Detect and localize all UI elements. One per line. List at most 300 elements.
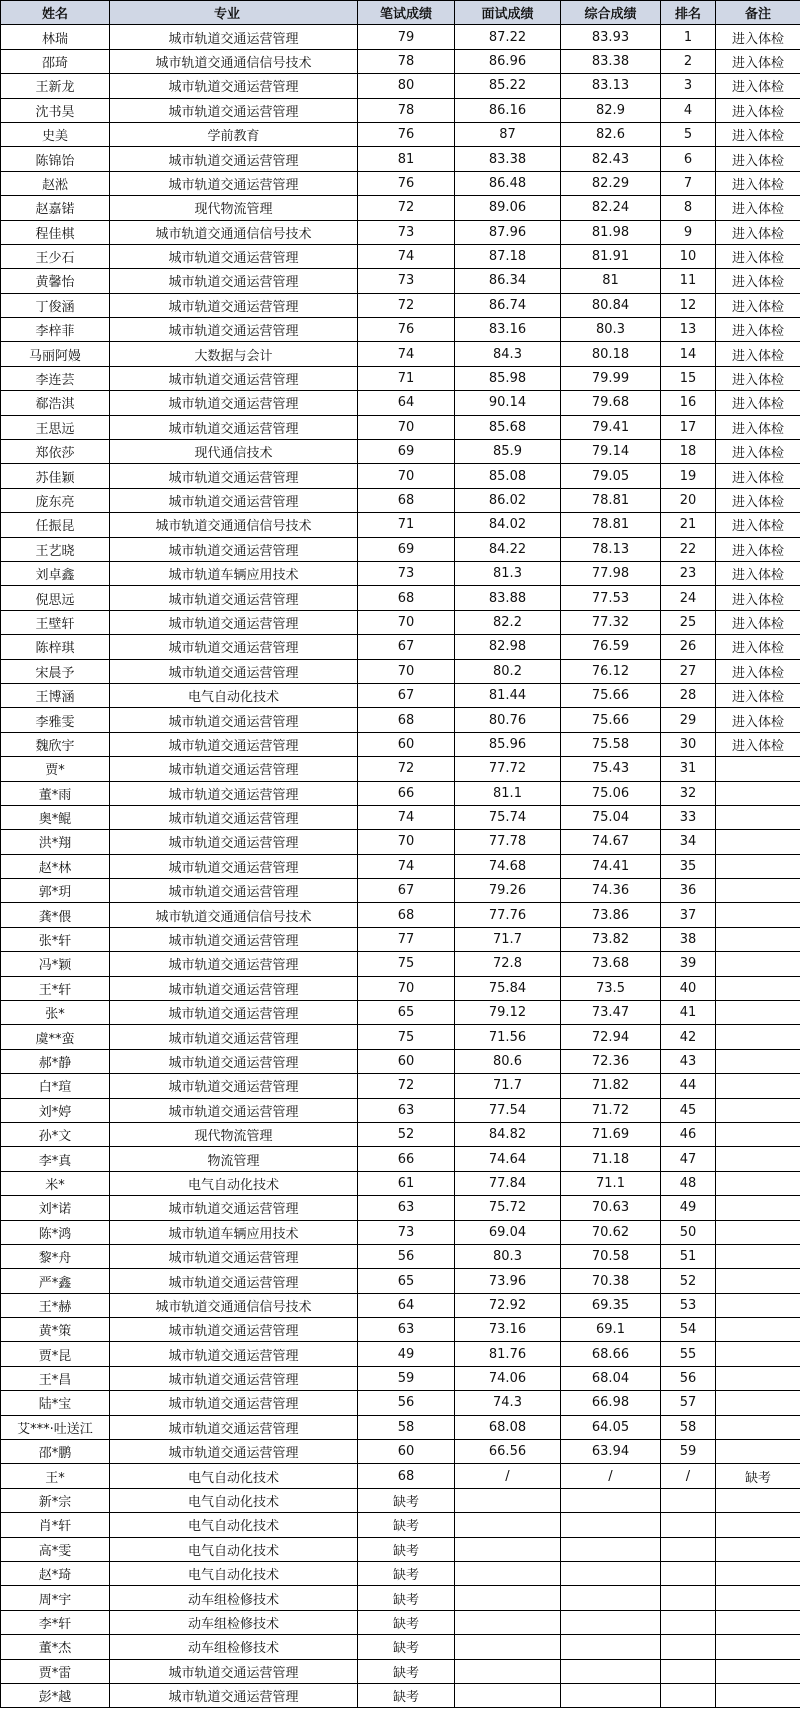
cell-rank xyxy=(661,1562,716,1586)
cell-interview-score xyxy=(455,1562,561,1586)
cell-name: 陈*鸿 xyxy=(1,1220,110,1244)
cell-name: 贾* xyxy=(1,757,110,781)
table-row xyxy=(1,1220,800,1244)
cell-written-score: 67 xyxy=(358,879,455,903)
cell-major: 城市轨道交通运营管理 xyxy=(110,1391,358,1415)
cell-name: 王*昌 xyxy=(1,1366,110,1390)
cell-written-score: 60 xyxy=(358,1049,455,1073)
cell-total-score xyxy=(561,1586,661,1610)
cell-interview-score: 77.78 xyxy=(455,830,561,854)
cell-major: 物流管理 xyxy=(110,1147,358,1171)
cell-name: 虞**蛮 xyxy=(1,1025,110,1049)
cell-name: 新*宗 xyxy=(1,1488,110,1512)
cell-remark: 进入体检 xyxy=(716,683,800,707)
cell-remark xyxy=(716,1220,800,1244)
cell-remark: 进入体检 xyxy=(716,122,800,146)
cell-major: 城市轨道交通运营管理 xyxy=(110,293,358,317)
cell-remark xyxy=(716,1318,800,1342)
cell-written-score: 缺考 xyxy=(358,1586,455,1610)
cell-written-score: 66 xyxy=(358,1147,455,1171)
cell-rank: 41 xyxy=(661,1001,716,1025)
cell-rank: 29 xyxy=(661,708,716,732)
cell-total-score: 74.36 xyxy=(561,879,661,903)
cell-major: 城市轨道交通通信信号技术 xyxy=(110,220,358,244)
cell-name: 黄*策 xyxy=(1,1318,110,1342)
cell-major: 城市轨道交通运营管理 xyxy=(110,171,358,195)
cell-rank: 10 xyxy=(661,244,716,268)
cell-remark: 进入体检 xyxy=(716,513,800,537)
cell-remark: 进入体检 xyxy=(716,25,800,49)
cell-written-score: 缺考 xyxy=(358,1488,455,1512)
cell-total-score: 81.91 xyxy=(561,244,661,268)
cell-remark xyxy=(716,1342,800,1366)
cell-remark xyxy=(716,1537,800,1561)
cell-name: 奥*鲲 xyxy=(1,805,110,829)
header-written-score: 笔试成绩 xyxy=(358,1,455,25)
table-row xyxy=(1,1415,800,1439)
cell-name: 黄馨怡 xyxy=(1,269,110,293)
cell-total-score: 73.47 xyxy=(561,1001,661,1025)
cell-rank: 33 xyxy=(661,805,716,829)
cell-name: 周*宇 xyxy=(1,1586,110,1610)
cell-remark xyxy=(716,1366,800,1390)
cell-total-score: 75.66 xyxy=(561,708,661,732)
cell-interview-score: 85.9 xyxy=(455,440,561,464)
table-row xyxy=(1,1440,800,1464)
cell-total-score: 70.58 xyxy=(561,1244,661,1268)
table-row xyxy=(1,1269,800,1293)
cell-rank: 9 xyxy=(661,220,716,244)
cell-remark xyxy=(716,1098,800,1122)
cell-interview-score: 80.2 xyxy=(455,659,561,683)
cell-total-score: 76.12 xyxy=(561,659,661,683)
cell-rank xyxy=(661,1635,716,1659)
cell-major: 电气自动化技术 xyxy=(110,1537,358,1561)
cell-written-score: 73 xyxy=(358,220,455,244)
cell-name: 米* xyxy=(1,1171,110,1195)
cell-remark xyxy=(716,1415,800,1439)
cell-interview-score: 81.76 xyxy=(455,1342,561,1366)
table-row xyxy=(1,537,800,561)
cell-major: 城市轨道交通运营管理 xyxy=(110,1001,358,1025)
cell-interview-score: 80.3 xyxy=(455,1244,561,1268)
cell-rank: 54 xyxy=(661,1318,716,1342)
cell-major: 城市轨道交通运营管理 xyxy=(110,1683,358,1707)
cell-name: 董*杰 xyxy=(1,1635,110,1659)
cell-major: 城市轨道交通运营管理 xyxy=(110,366,358,390)
cell-interview-score: 77.72 xyxy=(455,757,561,781)
cell-remark: 进入体检 xyxy=(716,659,800,683)
cell-remark: 进入体检 xyxy=(716,366,800,390)
cell-interview-score: 83.16 xyxy=(455,318,561,342)
cell-total-score: 73.5 xyxy=(561,976,661,1000)
cell-name: 赵嘉锘 xyxy=(1,196,110,220)
cell-total-score: 70.63 xyxy=(561,1196,661,1220)
cell-total-score: 75.66 xyxy=(561,683,661,707)
table-row xyxy=(1,122,800,146)
table-row xyxy=(1,854,800,878)
table-row xyxy=(1,1537,800,1561)
cell-name: 彭*越 xyxy=(1,1683,110,1707)
table-row xyxy=(1,1293,800,1317)
cell-major: 城市轨道交通运营管理 xyxy=(110,854,358,878)
table-row xyxy=(1,1610,800,1634)
cell-interview-score: 87 xyxy=(455,122,561,146)
cell-interview-score: / xyxy=(455,1464,561,1488)
cell-remark: 进入体检 xyxy=(716,269,800,293)
cell-total-score: 71.72 xyxy=(561,1098,661,1122)
cell-major: 城市轨道交通运营管理 xyxy=(110,537,358,561)
cell-remark: 进入体检 xyxy=(716,244,800,268)
cell-total-score: 72.94 xyxy=(561,1025,661,1049)
cell-major: 城市轨道交通运营管理 xyxy=(110,98,358,122)
cell-rank: 23 xyxy=(661,561,716,585)
cell-remark: 进入体检 xyxy=(716,610,800,634)
cell-name: 张*轩 xyxy=(1,927,110,951)
cell-total-score xyxy=(561,1610,661,1634)
cell-total-score xyxy=(561,1488,661,1512)
cell-major: 电气自动化技术 xyxy=(110,1562,358,1586)
cell-total-score: 83.93 xyxy=(561,25,661,49)
cell-name: 冯*颖 xyxy=(1,952,110,976)
table-row xyxy=(1,196,800,220)
cell-written-score: 缺考 xyxy=(358,1537,455,1561)
cell-written-score: 缺考 xyxy=(358,1562,455,1586)
header-interview-score: 面试成绩 xyxy=(455,1,561,25)
cell-written-score: 63 xyxy=(358,1196,455,1220)
cell-major: 城市轨道交通运营管理 xyxy=(110,25,358,49)
cell-total-score: 69.35 xyxy=(561,1293,661,1317)
cell-major: 城市轨道交通运营管理 xyxy=(110,147,358,171)
cell-remark xyxy=(716,830,800,854)
cell-remark xyxy=(716,1683,800,1707)
table-row xyxy=(1,1049,800,1073)
cell-interview-score: 86.16 xyxy=(455,98,561,122)
cell-major: 城市轨道交通通信信号技术 xyxy=(110,513,358,537)
cell-written-score: 65 xyxy=(358,1001,455,1025)
cell-total-score: 66.98 xyxy=(561,1391,661,1415)
cell-rank xyxy=(661,1683,716,1707)
cell-major: 大数据与会计 xyxy=(110,342,358,366)
cell-interview-score: 69.04 xyxy=(455,1220,561,1244)
cell-name: 王博涵 xyxy=(1,683,110,707)
cell-major: 城市轨道车辆应用技术 xyxy=(110,561,358,585)
cell-rank: 26 xyxy=(661,635,716,659)
cell-rank: 56 xyxy=(661,1366,716,1390)
cell-interview-score: 84.22 xyxy=(455,537,561,561)
cell-major: 城市轨道交通运营管理 xyxy=(110,830,358,854)
cell-total-score: 72.36 xyxy=(561,1049,661,1073)
cell-major: 城市轨道交通运营管理 xyxy=(110,781,358,805)
cell-remark xyxy=(716,854,800,878)
cell-name: 孙*文 xyxy=(1,1122,110,1146)
cell-total-score: 76.59 xyxy=(561,635,661,659)
cell-name: 郗浩淇 xyxy=(1,391,110,415)
cell-name: 苏佳颖 xyxy=(1,464,110,488)
cell-remark: 进入体检 xyxy=(716,98,800,122)
table-row xyxy=(1,25,800,49)
cell-interview-score xyxy=(455,1586,561,1610)
table-row xyxy=(1,1659,800,1683)
cell-written-score: 78 xyxy=(358,98,455,122)
table-row xyxy=(1,1513,800,1537)
cell-rank: 31 xyxy=(661,757,716,781)
cell-name: 陆*宝 xyxy=(1,1391,110,1415)
cell-major: 现代物流管理 xyxy=(110,1122,358,1146)
cell-interview-score: 77.54 xyxy=(455,1098,561,1122)
cell-major: 城市轨道交通运营管理 xyxy=(110,879,358,903)
header-row xyxy=(1,1,800,25)
cell-interview-score xyxy=(455,1513,561,1537)
cell-name: 马丽阿嫚 xyxy=(1,342,110,366)
table-row xyxy=(1,1001,800,1025)
table-row xyxy=(1,318,800,342)
table-row xyxy=(1,683,800,707)
cell-written-score: 67 xyxy=(358,683,455,707)
cell-remark xyxy=(716,1659,800,1683)
cell-major: 城市轨道交通运营管理 xyxy=(110,586,358,610)
table-row xyxy=(1,1586,800,1610)
cell-major: 城市轨道交通运营管理 xyxy=(110,1342,358,1366)
cell-total-score: 71.69 xyxy=(561,1122,661,1146)
cell-name: 沈书昊 xyxy=(1,98,110,122)
cell-name: 刘*诺 xyxy=(1,1196,110,1220)
cell-total-score: 73.82 xyxy=(561,927,661,951)
cell-major: 动车组检修技术 xyxy=(110,1586,358,1610)
table-row xyxy=(1,1683,800,1707)
cell-interview-score: 85.68 xyxy=(455,415,561,439)
cell-rank: 13 xyxy=(661,318,716,342)
cell-name: 宋晨予 xyxy=(1,659,110,683)
cell-rank: 14 xyxy=(661,342,716,366)
cell-interview-score: 75.74 xyxy=(455,805,561,829)
cell-total-score: 75.06 xyxy=(561,781,661,805)
cell-interview-score: 85.98 xyxy=(455,366,561,390)
cell-name: 王新龙 xyxy=(1,74,110,98)
cell-written-score: 65 xyxy=(358,1269,455,1293)
cell-interview-score: 87.22 xyxy=(455,25,561,49)
cell-written-score: 70 xyxy=(358,464,455,488)
cell-rank: 3 xyxy=(661,74,716,98)
table-row xyxy=(1,757,800,781)
cell-rank xyxy=(661,1659,716,1683)
cell-major: 城市轨道交通运营管理 xyxy=(110,610,358,634)
cell-total-score xyxy=(561,1635,661,1659)
cell-rank: 21 xyxy=(661,513,716,537)
cell-name: 任振昆 xyxy=(1,513,110,537)
cell-interview-score xyxy=(455,1488,561,1512)
cell-interview-score: 74.06 xyxy=(455,1366,561,1390)
cell-rank: 46 xyxy=(661,1122,716,1146)
header-major: 专业 xyxy=(110,1,358,25)
cell-interview-score: 71.7 xyxy=(455,1074,561,1098)
cell-major: 城市轨道交通运营管理 xyxy=(110,952,358,976)
cell-rank: 47 xyxy=(661,1147,716,1171)
cell-written-score: 70 xyxy=(358,610,455,634)
header-total-score: 综合成绩 xyxy=(561,1,661,25)
cell-rank xyxy=(661,1488,716,1512)
cell-name: 王* xyxy=(1,1464,110,1488)
cell-written-score: 74 xyxy=(358,244,455,268)
cell-total-score: 68.04 xyxy=(561,1366,661,1390)
cell-interview-score: 79.12 xyxy=(455,1001,561,1025)
cell-interview-score: 90.14 xyxy=(455,391,561,415)
cell-remark xyxy=(716,927,800,951)
cell-total-score xyxy=(561,1513,661,1537)
cell-remark: 进入体检 xyxy=(716,464,800,488)
cell-rank: 57 xyxy=(661,1391,716,1415)
cell-total-score: 80.3 xyxy=(561,318,661,342)
cell-remark xyxy=(716,1513,800,1537)
cell-remark: 进入体检 xyxy=(716,537,800,561)
cell-total-score: / xyxy=(561,1464,661,1488)
cell-rank: 28 xyxy=(661,683,716,707)
cell-total-score: 70.38 xyxy=(561,1269,661,1293)
cell-written-score: 49 xyxy=(358,1342,455,1366)
cell-total-score: 82.24 xyxy=(561,196,661,220)
cell-major: 城市轨道车辆应用技术 xyxy=(110,1220,358,1244)
table-row xyxy=(1,781,800,805)
cell-remark: 进入体检 xyxy=(716,440,800,464)
cell-remark: 进入体检 xyxy=(716,318,800,342)
cell-name: 肖*轩 xyxy=(1,1513,110,1537)
cell-remark: 进入体检 xyxy=(716,74,800,98)
cell-name: 严*鑫 xyxy=(1,1269,110,1293)
cell-major: 城市轨道交通通信信号技术 xyxy=(110,1293,358,1317)
cell-rank: 16 xyxy=(661,391,716,415)
cell-interview-score: 86.96 xyxy=(455,49,561,73)
cell-written-score: 78 xyxy=(358,49,455,73)
cell-written-score: 76 xyxy=(358,122,455,146)
cell-major: 电气自动化技术 xyxy=(110,1488,358,1512)
cell-rank: 25 xyxy=(661,610,716,634)
cell-name: 李*轩 xyxy=(1,1610,110,1634)
cell-name: 赵*琦 xyxy=(1,1562,110,1586)
cell-remark xyxy=(716,1122,800,1146)
cell-name: 郝*静 xyxy=(1,1049,110,1073)
cell-remark: 缺考 xyxy=(716,1464,800,1488)
cell-major: 城市轨道交通运营管理 xyxy=(110,976,358,1000)
cell-rank: 8 xyxy=(661,196,716,220)
cell-rank: 4 xyxy=(661,98,716,122)
cell-rank: 55 xyxy=(661,1342,716,1366)
cell-remark xyxy=(716,1147,800,1171)
cell-rank: 53 xyxy=(661,1293,716,1317)
cell-rank xyxy=(661,1537,716,1561)
table-row xyxy=(1,391,800,415)
table-row xyxy=(1,1244,800,1268)
cell-name: 王壁轩 xyxy=(1,610,110,634)
cell-interview-score: 83.88 xyxy=(455,586,561,610)
cell-interview-score: 82.98 xyxy=(455,635,561,659)
cell-remark xyxy=(716,1488,800,1512)
cell-total-score: 81.98 xyxy=(561,220,661,244)
cell-written-score: 缺考 xyxy=(358,1610,455,1634)
cell-interview-score: 87.18 xyxy=(455,244,561,268)
cell-name: 董*雨 xyxy=(1,781,110,805)
table-row xyxy=(1,1122,800,1146)
cell-major: 城市轨道交通运营管理 xyxy=(110,318,358,342)
cell-interview-score: 74.68 xyxy=(455,854,561,878)
cell-written-score: 59 xyxy=(358,1366,455,1390)
cell-remark: 进入体检 xyxy=(716,415,800,439)
cell-total-score: 78.81 xyxy=(561,513,661,537)
cell-interview-score: 73.96 xyxy=(455,1269,561,1293)
cell-written-score: 74 xyxy=(358,854,455,878)
cell-rank: 20 xyxy=(661,488,716,512)
table-row xyxy=(1,415,800,439)
cell-total-score: 82.43 xyxy=(561,147,661,171)
cell-rank: 49 xyxy=(661,1196,716,1220)
cell-rank: 5 xyxy=(661,122,716,146)
cell-rank: 22 xyxy=(661,537,716,561)
cell-interview-score: 74.64 xyxy=(455,1147,561,1171)
cell-total-score: 73.86 xyxy=(561,903,661,927)
cell-written-score: 73 xyxy=(358,561,455,585)
table-row xyxy=(1,830,800,854)
cell-total-score: 83.13 xyxy=(561,74,661,98)
cell-remark xyxy=(716,1025,800,1049)
cell-written-score: 75 xyxy=(358,952,455,976)
cell-written-score: 74 xyxy=(358,805,455,829)
cell-name: 张* xyxy=(1,1001,110,1025)
table-row xyxy=(1,513,800,537)
cell-rank: 11 xyxy=(661,269,716,293)
cell-remark: 进入体检 xyxy=(716,561,800,585)
cell-written-score: 72 xyxy=(358,196,455,220)
cell-total-score: 75.58 xyxy=(561,732,661,756)
cell-rank: 27 xyxy=(661,659,716,683)
cell-written-score: 74 xyxy=(358,342,455,366)
cell-interview-score: 74.3 xyxy=(455,1391,561,1415)
cell-major: 城市轨道交通运营管理 xyxy=(110,1318,358,1342)
cell-interview-score: 68.08 xyxy=(455,1415,561,1439)
table-row xyxy=(1,732,800,756)
cell-rank: 32 xyxy=(661,781,716,805)
cell-written-score: 72 xyxy=(358,757,455,781)
cell-total-score: 79.14 xyxy=(561,440,661,464)
cell-name: 郭*玥 xyxy=(1,879,110,903)
cell-major: 城市轨道交通通信信号技术 xyxy=(110,903,358,927)
cell-total-score: 73.68 xyxy=(561,952,661,976)
cell-written-score: 79 xyxy=(358,25,455,49)
cell-interview-score: 71.7 xyxy=(455,927,561,951)
cell-remark: 进入体检 xyxy=(716,196,800,220)
cell-written-score: 80 xyxy=(358,74,455,98)
cell-written-score: 76 xyxy=(358,318,455,342)
cell-written-score: 56 xyxy=(358,1244,455,1268)
cell-total-score xyxy=(561,1683,661,1707)
cell-total-score: 79.68 xyxy=(561,391,661,415)
cell-major: 城市轨道交通运营管理 xyxy=(110,464,358,488)
cell-total-score: 74.67 xyxy=(561,830,661,854)
cell-interview-score: 86.48 xyxy=(455,171,561,195)
cell-major: 现代物流管理 xyxy=(110,196,358,220)
cell-written-score: 73 xyxy=(358,1220,455,1244)
cell-interview-score: 89.06 xyxy=(455,196,561,220)
cell-total-score: 80.18 xyxy=(561,342,661,366)
cell-name: 郑依莎 xyxy=(1,440,110,464)
cell-remark: 进入体检 xyxy=(716,732,800,756)
cell-name: 史美 xyxy=(1,122,110,146)
cell-remark xyxy=(716,1244,800,1268)
cell-written-score: 70 xyxy=(358,415,455,439)
table-row xyxy=(1,561,800,585)
cell-written-score: 73 xyxy=(358,269,455,293)
table-row xyxy=(1,1635,800,1659)
cell-name: 魏欣宇 xyxy=(1,732,110,756)
cell-remark xyxy=(716,1196,800,1220)
